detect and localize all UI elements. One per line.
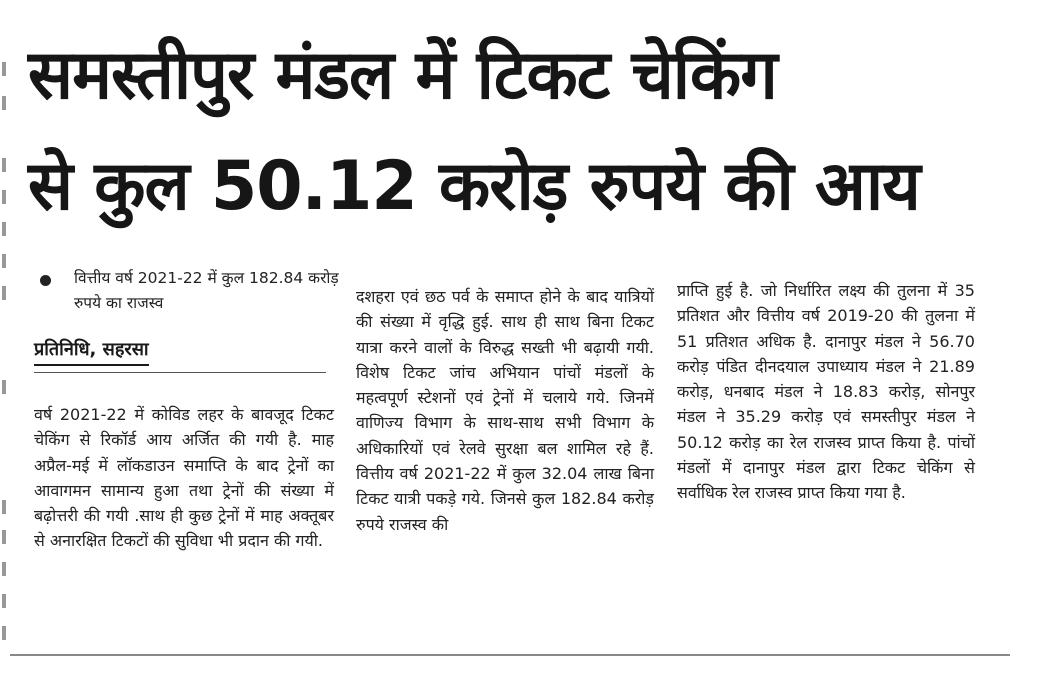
bullet-icon: [40, 275, 51, 286]
column-3-text: प्राप्ति हुई है. जो निर्धारित लक्ष्य की तुलना में 35 प्रतिशत और वित्तीय वर्ष 2019-20 की तुलना में 51 प्रतिशत अधिक है. दानापुर मंडल ने 56.70 करोड़ पंडित दीनदयाल उपाध्याय मंडल ने 21.89 करोड़, धनबाद मंडल ने 18.83 करोड़, सोनपुर मंडल ने 35.29 करोड़ एवं समस्तीपुर मंडल ने 50.12 करोड़ का रेल राजस्व प्राप्त किया है. पांचों मंडलों में दानापुर मंडल द्वारा टिकट चेकिंग से सर्वाधिक रेल राजस्व प्राप्त किया गया है.: [677, 281, 975, 503]
text-fragment: [2, 530, 6, 544]
text-fragment: [2, 380, 6, 394]
text-fragment: [2, 286, 6, 300]
text-fragment: [2, 158, 6, 172]
text-fragment: [2, 222, 6, 236]
column-2-text: दशहरा एवं छठ पर्व के समाप्त होने के बाद यात्रियों की संख्या में वृद्धि हुई. साथ ही साथ बिना टिकट यात्रा करने वालों के विरुद्ध सख्ती भी बढ़ायी गयी. विशेष टिकट जांच अभियान पांचों मंडलों के महत्वपूर्ण स्टेशनों एवं ट्रेनों में चलाये गये. जिनमें वाणिज्य विभाग के साथ-साथ सभी विभाग के अधिकारियों एवं रेलवे सुरक्षा बल शामिल रहे हैं. वित्तीय वर्ष 2021-22 में कुल 32.04 लाख बिना टिकट यात्री पकड़े गये. जिनसे कुल 182.84 करोड़ रुपये राजस्व की: [356, 287, 654, 534]
text-fragment: [2, 500, 6, 514]
column-1-text: वर्ष 2021-22 में कोविड लहर के बावजूद टिकट चेकिंग से रिकॉर्ड आय अर्जित की गयी है. माह अप्रैल-मई में लॉकडाउन समाप्ति के बाद ट्रेनों का आवागमन सामान्य हुआ तथा ट्रेनों की संख्या में बढ़ोत्तरी की गयी .साथ ही कुछ ट्रेनों में माह अक्तूबर से अनारक्षित टिकटों की सुविधा भी प्रदान की गयी.: [34, 405, 334, 551]
text-fragment: [2, 626, 6, 640]
article-column-2: [356, 284, 654, 537]
text-fragment: [2, 96, 6, 110]
article-column-3: [677, 278, 975, 506]
article-column-1: [34, 402, 334, 554]
text-fragment: [2, 562, 6, 576]
highlight-text: वित्तीय वर्ष 2021-22 में कुल 182.84 करोड़ रुपये का राजस्व: [74, 269, 339, 312]
byline: प्रतिनिधि, सहरसा: [34, 337, 149, 366]
text-fragment: [2, 190, 6, 204]
bottom-divider: [10, 654, 1010, 656]
headline-line-1: समस्तीपुर मंडल में टिकट चेकिंग: [28, 36, 777, 115]
text-fragment: [2, 594, 6, 608]
headline-line-2: से कुल 50.12 करोड़ रुपये की आय: [28, 147, 920, 226]
byline-divider: [34, 372, 326, 373]
adjacent-column-edge: [0, 0, 10, 687]
text-fragment: [2, 254, 6, 268]
text-fragment: [2, 62, 6, 76]
